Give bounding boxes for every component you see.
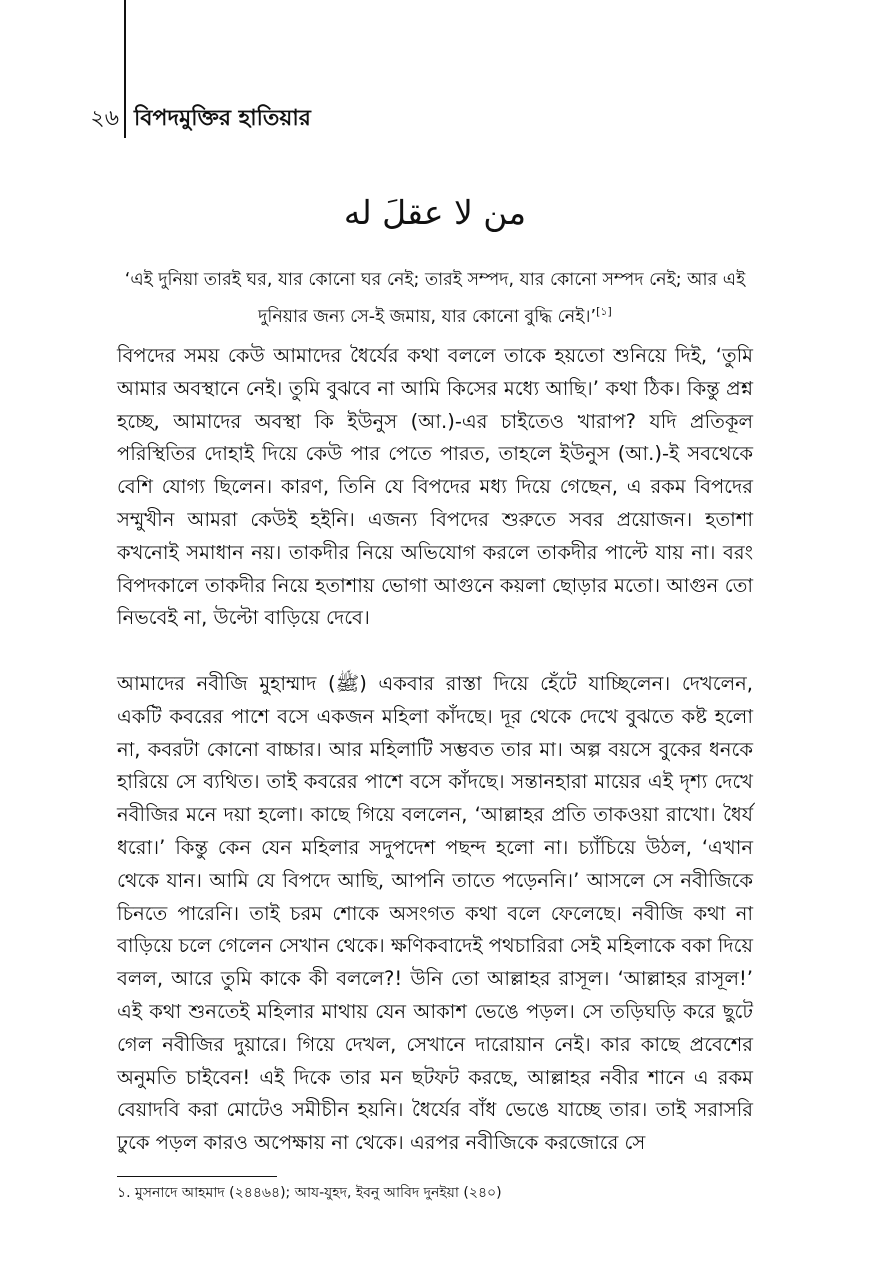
footnote-reference: [১] [596, 305, 612, 318]
running-title: বিপদমুক্তির হাতিয়ার [134, 106, 311, 131]
footnote-rule [117, 1176, 277, 1177]
body-paragraph-1: বিপদের সময় কেউ আমাদের ধৈর্যের কথা বললে তাকে হয়তো শুনিয়ে দিই, ‘তুমি আমার অবস্থানে নেই। তুমি বুঝবে না আমি কিসের মধ্যে আছি।’ কথা ঠিক। কিন্তু প্রশ্ন হচ্ছে, আমাদের অবস্থা কি ইউনুস (আ.)-এর চাইতেও খারাপ? যদি প্রতিকূল পরিস্থিতির দোহাই দিয়ে কেউ পার পেতে পারত, তাহলে ইউনুস (আ.)-ই সবথেকে বেশি যোগ্য ছিলেন। কারণ, তিনি যে বিপদের মধ্য দিয়ে গেছেন, এ রকম বিপদের সম্মুখীন আমরা কেউই হইনি। এজন্য বিপদের শুরুতে সবর প্রয়োজন। হতাশা কখনোই সমাধান নয়। তাকদীর নিয়ে অভিযোগ করলে তাকদীর পাল্টে যায় না। বরং বিপদকালে তাকদীর নিয়ে হতাশায় ভোগা আগুনে কয়লা ছোড়ার মতো। আগুন তো নিভবেই না, উল্টো বাড়িয়ে দেবে। [117, 344, 753, 630]
page-number: ২৬ [90, 106, 119, 131]
footnote: ১. মুসনাদে আহমাদ (২৪৪৬৪); আয-যুহদ, ইবনু আবিদ দুনইয়া (২৪০) [117, 1185, 502, 1201]
quote-text: ‘এই দুনিয়া তারই ঘর, যার কোনো ঘর নেই; তারই সম্পদ, যার কোনো সম্পদ নেই; আর এই দুনিয়ার জন্য সে-ই জমায়, যার কোনো বুদ্ধি নেই।’ [124, 270, 746, 327]
quote-block [117, 264, 753, 333]
header-vertical-rule [124, 0, 126, 138]
arabic-heading: من لا عقلَ له [343, 193, 527, 232]
body-paragraph-2: আমাদের নবীজি মুহাম্মাদ (ﷺ) একবার রাস্তা দিয়ে হেঁটে যাচ্ছিলেন। দেখলেন, একটি কবরের পাশে বসে একজন মহিলা কাঁদছে। দূর থেকে দেখে বুঝতে কষ্ট হলো না, কবরটা কোনো বাচ্চার। আর মহিলাটি সম্ভবত তার মা। অল্প বয়সে বুকের ধনকে হারিয়ে সে ব্যথিত। তাই কবরের পাশে বসে কাঁদছে। সন্তানহারা মায়ের এই দৃশ্য দেখে নবীজির মনে দয়া হলো। কাছে গিয়ে বললেন, ‘আল্লাহর প্রতি তাকওয়া রাখো। ধৈর্য ধরো।’ কিন্তু কেন যেন মহিলার সদুপদেশ পছন্দ হলো না। চ্যাঁচিয়ে উঠল, ‘এখান থেকে যান। আমি যে বিপদে আছি, আপনি তাতে পড়েননি।’ আসলে সে নবীজিকে চিনতে পারেনি। তাই চরম শোকে অসংগত কথা বলে ফেলেছে। নবীজি কথা না বাড়িয়ে চলে গেলেন সেখান থেকে। ক্ষণিকবাদেই পথচারিরা সেই মহিলাকে বকা দিয়ে বলল, আরে তুমি কাকে কী বললে?! উনি তো আল্লাহর রাসূল। ‘আল্লাহর রাসূল!’ এই কথা শুনতেই মহিলার মাথায় যেন আকাশ ভেঙে পড়ল। সে তড়িঘড়ি করে ছুটে গেল নবীজির দুয়ারে। গিয়ে দেখল, সেখানে দারোয়ান নেই। কার কাছে প্রবেশের অনুমতি চাইবেন! এই দিকে তার মন ছটফট করছে, আল্লাহর নবীর শানে এ রকম বেয়াদবি করা মোটেও সমীচীন হয়নি। ধৈর্যের বাঁধ ভেঙে যাচ্ছে তার। তাই সরাসরি ঢুকে পড়ল কারও অপেক্ষায় না থেকে। এরপর নবীজিকে করজোরে সে [117, 672, 753, 1155]
